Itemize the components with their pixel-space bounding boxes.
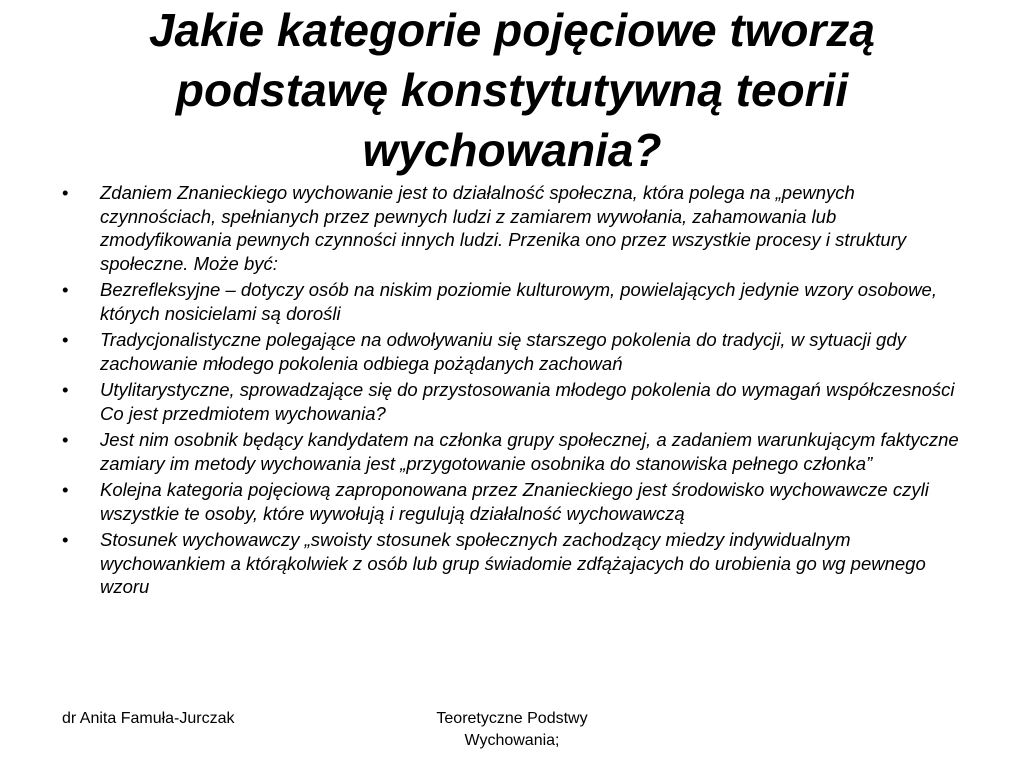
list-item: [62, 428, 962, 475]
list-item: [62, 378, 962, 425]
footer-course-title: [400, 708, 624, 752]
bullet-icon: •: [62, 329, 69, 350]
footer-author: dr Anita Famuła-Jurczak: [62, 710, 235, 727]
bullet-icon: •: [62, 379, 69, 400]
bullet-text: Stosunek wychowawczy „swoisty stosunek społecznych zachodzący miedzy indywidualnym wychowankiem a którąkolwiek z osób lub grup świadomie zdfążajacych do urobienia go wg pewnego wzoru: [100, 529, 926, 597]
bullet-icon: •: [62, 182, 69, 203]
footer-course-line: Teoretyczne Podstwy: [436, 710, 588, 727]
bullet-text: Zdaniem Znanieckiego wychowanie jest to działalność społeczna, która polega na „pewnych czynnościach, spełnianych przez pewnych ludzi z zamiarem wywołania, zahamowania lub zmodyfikowania pewnych czynności innych ludzi. Przenika ono przez wszystkie procesy i struktury społeczne. Może być:: [100, 182, 907, 274]
list-item: [62, 528, 962, 599]
bullet-text: Tradycjonalistyczne polegające na odwoływaniu się starszego pokolenia do tradycji, w sytuacji gdy zachowanie młodego pokolenia odbiega pożądanych zachowań: [100, 329, 906, 374]
bullet-text: Bezrefleksyjne – dotyczy osób na niskim poziomie kulturowym, powielających jedynie wzory osobowe, których nosicielami są dorośli: [100, 279, 937, 324]
bullet-icon: •: [62, 479, 69, 500]
bullet-icon: •: [62, 429, 69, 450]
slide-title-line: Jakie kategorie pojęciowe tworzą: [148, 4, 876, 56]
bullet-text: Jest nim osobnik będący kandydatem na członka grupy społecznej, a zadaniem warunkującym faktyczne zamiary im metody wychowania jest „przygotowanie osobnika do stanowiska pełnego członka”: [100, 429, 959, 474]
bullet-text: Utylitarystyczne, sprowadzające się do przystosowania młodego pokolenia do wymagań współczesności Co jest przedmiotem wychowania?: [100, 379, 955, 424]
list-item: [62, 278, 962, 325]
bullet-list: [62, 181, 962, 602]
footer-course-line: Wychowania;: [464, 732, 560, 749]
bullet-icon: •: [62, 279, 69, 300]
list-item: [62, 478, 962, 525]
list-item: [62, 181, 962, 275]
list-item: [62, 328, 962, 375]
slide-title-line: wychowania?: [362, 124, 662, 176]
slide-title: [40, 0, 984, 180]
bullet-text: Kolejna kategoria pojęciową zaproponowana przez Znanieckiego jest środowisko wychowawcze czyli wszystkie te osoby, które wywołują i regulują działalność wychowawczą: [100, 479, 929, 524]
slide-title-line: podstawę konstytutywną teorii: [175, 64, 849, 116]
bullet-icon: •: [62, 529, 69, 550]
